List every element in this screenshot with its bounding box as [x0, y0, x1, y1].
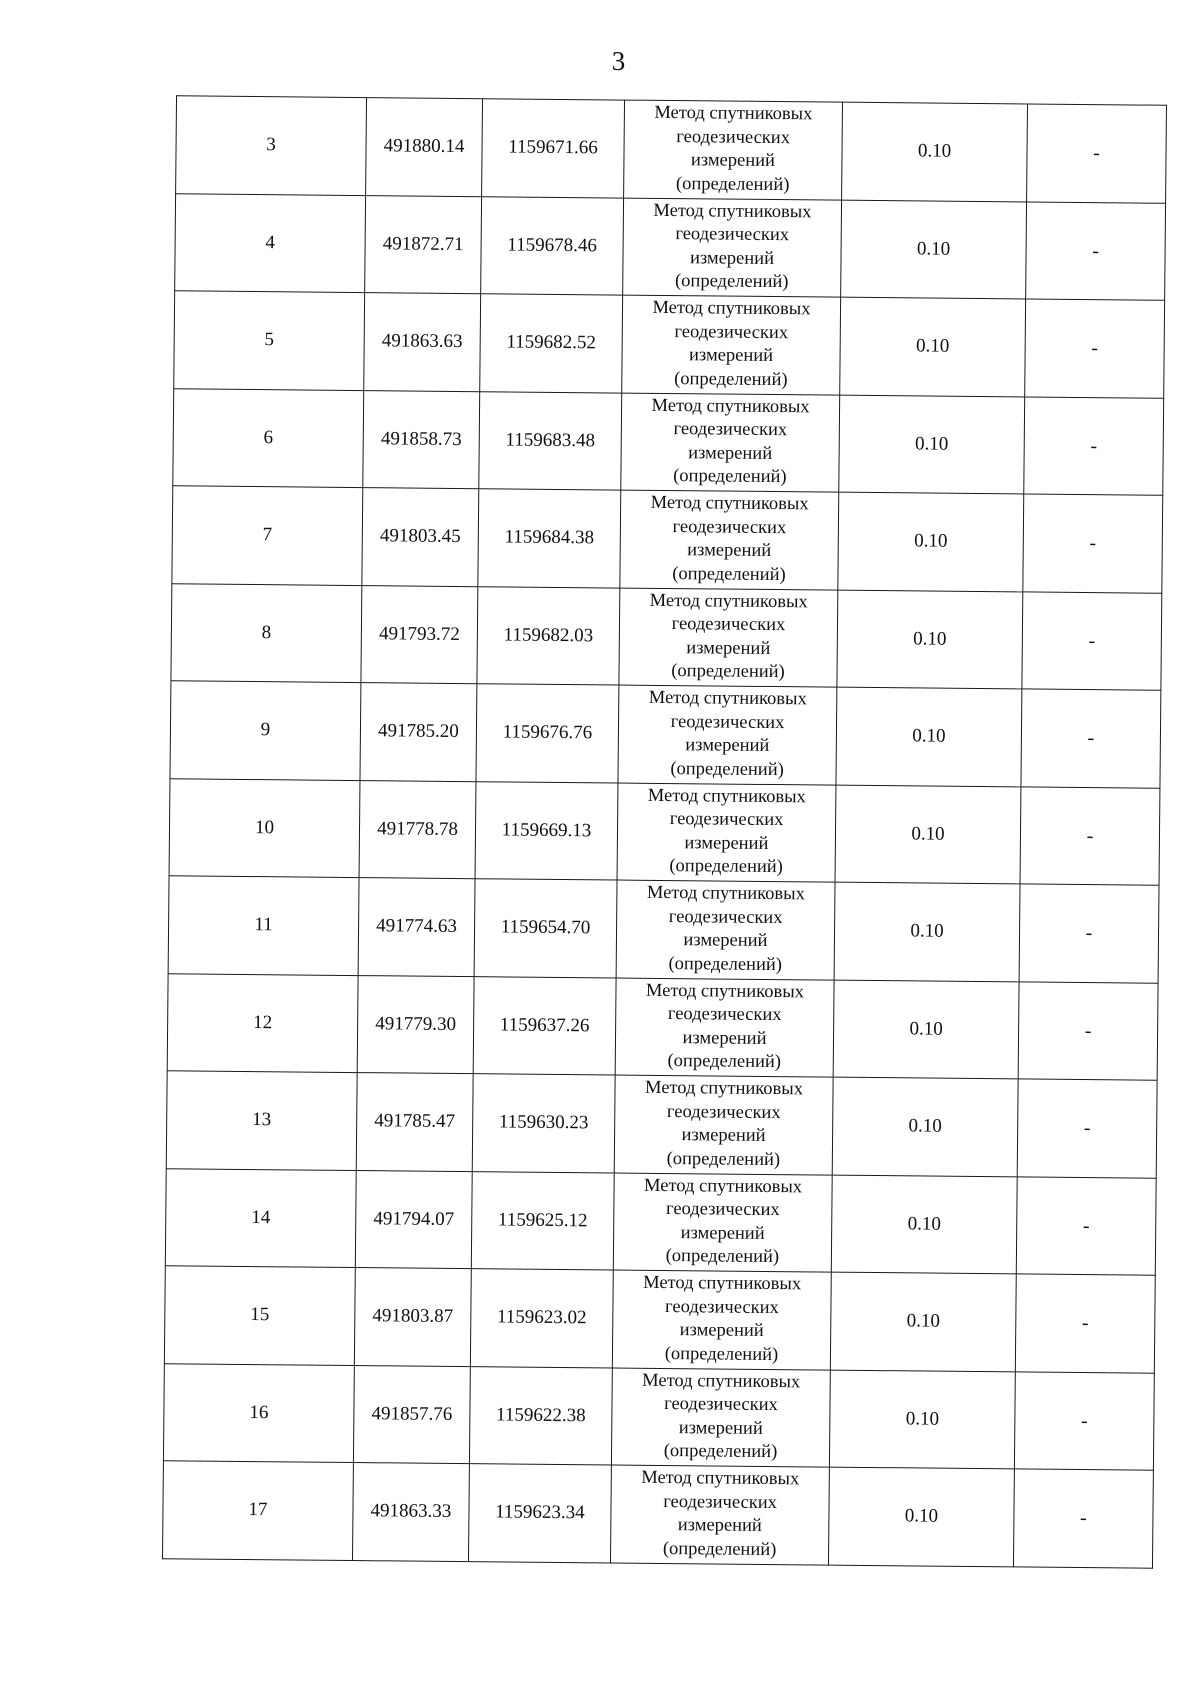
- method-cell: [622, 295, 841, 395]
- y-coordinate-cell: 1159637.26: [473, 976, 616, 1075]
- method-line: измерений: [687, 540, 772, 562]
- x-coordinate-cell: 491779.30: [357, 975, 474, 1074]
- method-line: измерений: [688, 345, 774, 367]
- table-row: [169, 778, 1160, 885]
- point-number-cell: 17: [163, 1461, 354, 1560]
- method-line: (определений): [668, 953, 783, 975]
- note-cell: -: [1015, 1274, 1155, 1373]
- method-line: Метод спутниковых: [652, 298, 811, 320]
- method-line: (определений): [667, 1051, 782, 1073]
- table-row: [163, 1363, 1154, 1470]
- x-coordinate-cell: 491785.47: [356, 1073, 473, 1172]
- x-coordinate-cell: 491858.73: [363, 390, 480, 489]
- note-cell: -: [1022, 591, 1162, 690]
- method-cell: [618, 685, 837, 785]
- table-row: [170, 681, 1161, 788]
- accuracy-cell: 0.10: [829, 1370, 1015, 1469]
- y-coordinate-cell: 1159671.66: [482, 99, 625, 198]
- method-line: Метод спутниковых: [645, 980, 805, 1003]
- method-line: Метод спутниковых: [654, 103, 813, 125]
- x-coordinate-cell: 491794.07: [355, 1170, 472, 1269]
- method-line: геодезических: [675, 224, 790, 246]
- method-line: измерений: [679, 1320, 764, 1342]
- point-number-cell: 16: [163, 1363, 354, 1462]
- table-row: [172, 486, 1163, 593]
- accuracy-cell: 0.10: [835, 785, 1021, 884]
- note-cell: -: [1017, 1079, 1157, 1178]
- accuracy-cell: 0.10: [842, 102, 1028, 201]
- y-coordinate-cell: 1159669.13: [475, 781, 618, 880]
- note-cell: -: [1019, 884, 1159, 983]
- method-line: Метод спутниковых: [646, 883, 805, 905]
- note-cell: -: [1018, 981, 1158, 1080]
- accuracy-cell: 0.10: [831, 1175, 1017, 1274]
- method-cell: [612, 1270, 831, 1370]
- method-line: Метод спутниковых: [647, 785, 806, 808]
- method-line: измерений: [685, 735, 770, 757]
- method-line: Метод спутниковых: [642, 1370, 801, 1393]
- page-number: 3: [611, 46, 627, 76]
- point-number-cell: 14: [165, 1168, 356, 1267]
- table-row: [167, 973, 1158, 1080]
- y-coordinate-cell: 1159676.76: [476, 684, 619, 783]
- note-cell: -: [1016, 1176, 1156, 1275]
- method-line: геодезических: [663, 1491, 777, 1513]
- point-number-cell: 10: [169, 778, 360, 877]
- method-line: измерений: [677, 1515, 762, 1537]
- x-coordinate-cell: 491857.76: [353, 1365, 470, 1464]
- method-line: геодезических: [666, 1101, 781, 1123]
- accuracy-cell: 0.10: [837, 590, 1023, 689]
- method-line: (определений): [665, 1246, 780, 1268]
- method-line: измерений: [683, 930, 768, 952]
- method-line: геодезических: [674, 321, 789, 343]
- table-row: [176, 96, 1167, 203]
- method-line: (определений): [666, 1148, 781, 1170]
- x-coordinate-cell: 491872.71: [365, 195, 482, 294]
- note-cell: -: [1023, 494, 1163, 593]
- method-line: Метод спутниковых: [644, 1175, 803, 1198]
- point-number-cell: 11: [168, 876, 359, 975]
- coordinates-table: [162, 95, 1167, 1568]
- y-coordinate-cell: 1159678.46: [481, 196, 624, 295]
- accuracy-cell: 0.10: [833, 980, 1019, 1079]
- note-cell: -: [1025, 299, 1165, 398]
- method-cell: [617, 783, 836, 883]
- note-cell: -: [1014, 1371, 1154, 1470]
- method-line: геодезических: [671, 614, 786, 636]
- method-line: измерений: [678, 1417, 763, 1439]
- method-cell: [623, 198, 842, 298]
- accuracy-cell: 0.10: [830, 1272, 1016, 1371]
- method-cell: [615, 978, 834, 1078]
- method-line: геодезических: [676, 126, 791, 148]
- x-coordinate-cell: 491803.45: [362, 488, 479, 587]
- note-cell: -: [1026, 201, 1166, 300]
- method-line: измерений: [689, 247, 775, 269]
- x-coordinate-cell: 491863.33: [352, 1463, 469, 1562]
- table-row: [171, 583, 1162, 690]
- point-number-cell: 8: [171, 583, 362, 682]
- table-row: [165, 1168, 1156, 1275]
- accuracy-cell: 0.10: [840, 297, 1026, 396]
- accuracy-cell: 0.10: [832, 1077, 1018, 1176]
- table-row: [166, 1071, 1157, 1178]
- method-line: измерений: [690, 150, 776, 172]
- y-coordinate-cell: 1159683.48: [479, 391, 622, 490]
- table-row: [173, 388, 1164, 495]
- accuracy-cell: 0.10: [838, 492, 1024, 591]
- accuracy-cell: 0.10: [841, 200, 1027, 299]
- point-number-cell: 9: [170, 681, 361, 780]
- method-line: (определений): [674, 271, 789, 293]
- method-line: (определений): [662, 1538, 777, 1560]
- method-cell: [610, 1465, 829, 1565]
- point-number-cell: 15: [164, 1266, 355, 1365]
- note-cell: -: [1021, 689, 1161, 788]
- y-coordinate-cell: 1159630.23: [472, 1074, 615, 1173]
- table-row: [174, 291, 1165, 398]
- x-coordinate-cell: 491803.87: [354, 1268, 471, 1367]
- y-coordinate-cell: 1159682.52: [480, 294, 623, 393]
- method-line: измерений: [684, 832, 769, 854]
- method-line: (определений): [671, 661, 785, 683]
- method-line: (определений): [669, 856, 783, 878]
- method-line: (определений): [664, 1343, 779, 1365]
- method-line: Метод спутниковых: [650, 493, 809, 515]
- method-cell: [614, 1075, 833, 1175]
- method-line: Метод спутниковых: [648, 688, 807, 710]
- y-coordinate-cell: 1159625.12: [471, 1171, 614, 1270]
- method-cell: [613, 1173, 832, 1273]
- note-cell: -: [1027, 104, 1167, 203]
- point-number-cell: 6: [173, 388, 364, 487]
- point-number-cell: 4: [175, 193, 366, 292]
- point-number-cell: 7: [172, 486, 363, 585]
- point-number-cell: 13: [166, 1071, 357, 1170]
- method-line: измерений: [688, 442, 773, 464]
- x-coordinate-cell: 491785.20: [360, 683, 477, 782]
- method-cell: [616, 880, 835, 980]
- x-coordinate-cell: 491863.63: [364, 293, 481, 392]
- method-cell: [611, 1368, 830, 1468]
- x-coordinate-cell: 491793.72: [361, 585, 478, 684]
- y-coordinate-cell: 1159623.34: [468, 1464, 611, 1563]
- y-coordinate-cell: 1159623.02: [470, 1269, 613, 1368]
- method-line: геодезических: [672, 516, 787, 538]
- y-coordinate-cell: 1159682.03: [477, 586, 620, 685]
- table-row: [163, 1461, 1154, 1568]
- method-line: Метод спутниковых: [643, 1273, 802, 1295]
- method-line: геодезических: [668, 906, 783, 928]
- method-line: Метод спутниковых: [653, 200, 812, 223]
- note-cell: -: [1024, 396, 1164, 495]
- method-line: (определений): [672, 563, 786, 585]
- method-line: (определений): [674, 368, 788, 390]
- method-line: геодезических: [664, 1394, 778, 1416]
- x-coordinate-cell: 491774.63: [358, 878, 475, 977]
- note-cell: -: [1020, 786, 1160, 885]
- method-line: (определений): [670, 758, 784, 780]
- table-row: [175, 193, 1166, 300]
- method-cell: [619, 588, 838, 688]
- method-line: геодезических: [673, 419, 788, 441]
- x-coordinate-cell: 491880.14: [366, 98, 483, 197]
- method-line: измерений: [680, 1222, 765, 1244]
- method-line: геодезических: [667, 1004, 782, 1026]
- method-line: (определений): [673, 466, 787, 488]
- y-coordinate-cell: 1159684.38: [478, 489, 621, 588]
- method-cell: [620, 490, 839, 590]
- method-line: Метод спутниковых: [651, 395, 810, 418]
- method-line: (определений): [663, 1441, 778, 1463]
- method-line: Метод спутниковых: [641, 1468, 800, 1490]
- method-line: Метод спутниковых: [644, 1078, 804, 1100]
- point-number-cell: 12: [167, 973, 358, 1072]
- method-line: геодезических: [670, 711, 785, 733]
- accuracy-cell: 0.10: [834, 882, 1020, 981]
- y-coordinate-cell: 1159622.38: [469, 1366, 612, 1465]
- method-line: геодезических: [665, 1199, 780, 1221]
- method-line: измерений: [686, 637, 771, 659]
- x-coordinate-cell: 491778.78: [359, 780, 476, 879]
- method-cell: [624, 100, 843, 200]
- method-cell: [621, 393, 840, 493]
- point-number-cell: 5: [174, 291, 365, 390]
- method-line: измерений: [681, 1125, 766, 1147]
- y-coordinate-cell: 1159654.70: [474, 879, 617, 978]
- point-number-cell: 3: [176, 96, 367, 195]
- method-line: измерений: [682, 1027, 767, 1049]
- note-cell: -: [1013, 1469, 1153, 1568]
- table-row: [168, 876, 1159, 983]
- method-line: геодезических: [665, 1296, 779, 1318]
- method-line: (определений): [675, 173, 790, 195]
- method-line: геодезических: [669, 809, 784, 831]
- method-line: Метод спутниковых: [649, 590, 808, 613]
- accuracy-cell: 0.10: [839, 395, 1025, 494]
- coordinates-table-body: [163, 96, 1167, 1568]
- table-row: [164, 1266, 1155, 1373]
- accuracy-cell: 0.10: [836, 687, 1022, 786]
- accuracy-cell: 0.10: [828, 1467, 1014, 1566]
